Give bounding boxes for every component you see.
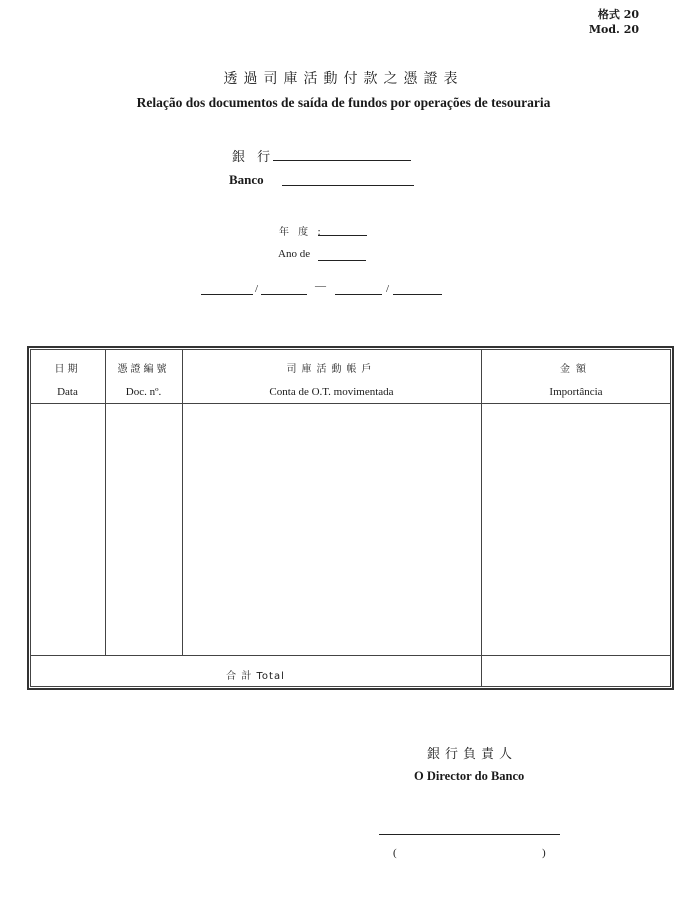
bank-field-zh[interactable] (273, 159, 411, 161)
signature-label-zh: 銀行負責人 (427, 747, 518, 762)
signature-paren-open: ( (393, 847, 397, 859)
page-title-pt: Relação dos documentos de saída de fundos por operações de tesouraria (136, 95, 551, 110)
date-from-day-field[interactable] (201, 293, 253, 295)
bank-field-pt[interactable] (282, 184, 414, 186)
col-header-date-pt: Data (57, 386, 78, 398)
form-model-number (589, 7, 639, 37)
col-header-date-zh: 日期 (54, 364, 81, 375)
date-from-month-field[interactable] (261, 293, 307, 295)
total-amount-cell[interactable] (482, 656, 671, 687)
total-label: 合 計 Total (226, 671, 285, 682)
bank-label-pt: Banco (229, 172, 264, 187)
header-divider (30, 403, 671, 404)
bank-label-zh: 銀 行 (232, 150, 275, 165)
year-label-pt: Ano de (278, 248, 311, 260)
page-title-zh: 透過司庫活動付款之憑證表 (223, 71, 464, 87)
date-to-separator: / (386, 283, 390, 295)
date-from-separator: / (255, 283, 259, 295)
documents-table (30, 349, 671, 687)
date-range-dash: — (315, 280, 326, 292)
col-header-account-zh: 司庫活動帳戶 (286, 364, 377, 375)
col-header-doc-zh: 憑證編號 (117, 364, 170, 375)
year-field-zh[interactable] (318, 234, 367, 236)
col-header-account-pt: Conta de O.T. movimentada (269, 386, 394, 398)
date-to-day-field[interactable] (335, 293, 382, 295)
signature-paren-close: ) (542, 847, 546, 859)
year-label-zh: 年 度 : (279, 227, 324, 238)
form-model-zh: 格式 20 (597, 8, 639, 21)
signature-line[interactable] (379, 833, 560, 835)
col-header-amount-pt: Importância (549, 386, 603, 398)
col-divider-3 (481, 349, 482, 687)
form-model-pt: Mod. 20 (588, 23, 639, 36)
year-field-pt[interactable] (318, 259, 366, 261)
signature-label-pt: O Director do Banco (414, 769, 525, 783)
date-to-month-field[interactable] (393, 293, 442, 295)
col-header-amount-zh: 金額 (560, 364, 592, 375)
col-header-doc-pt: Doc. nº. (125, 386, 162, 398)
